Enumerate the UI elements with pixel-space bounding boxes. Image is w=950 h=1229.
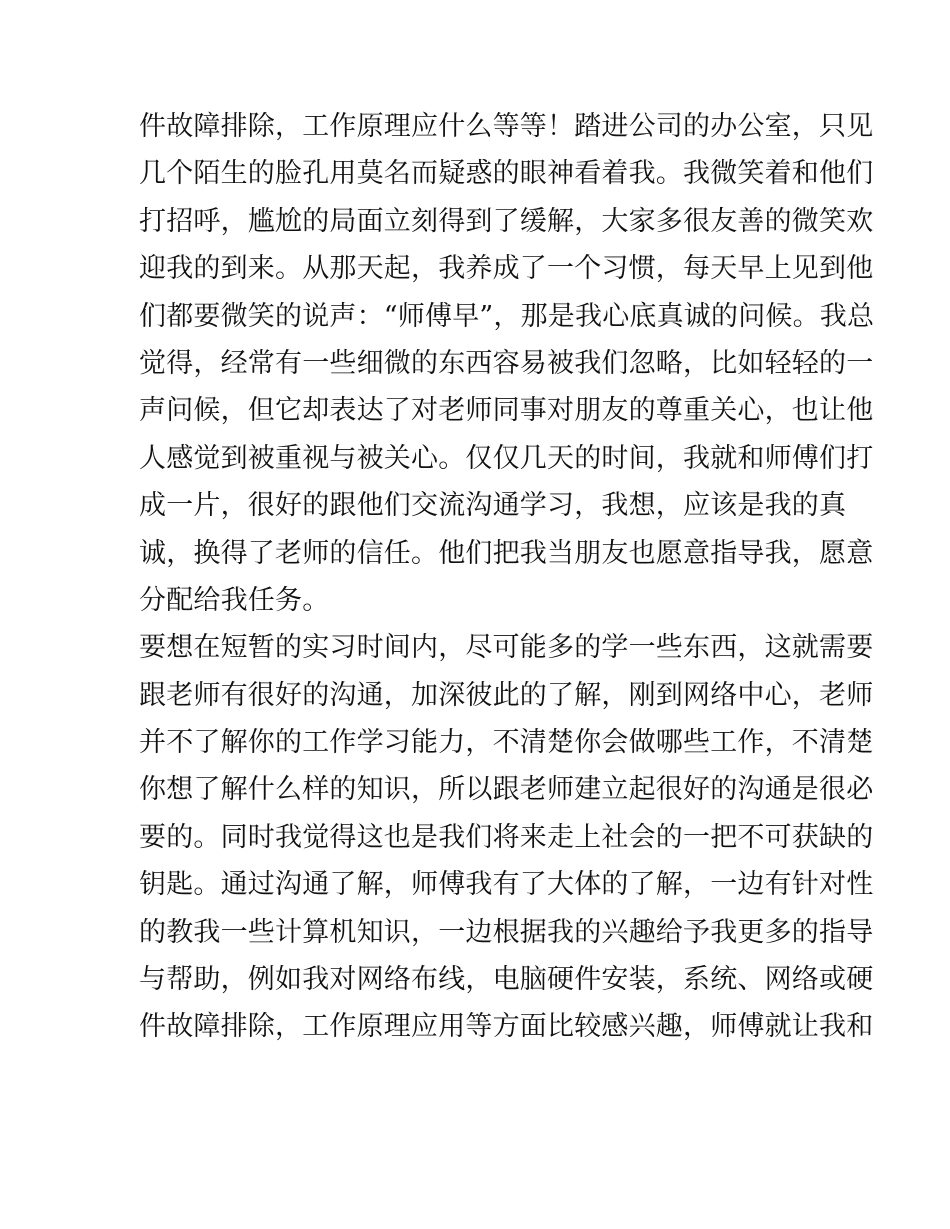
body-text	[139, 107, 875, 1055]
text-line: 件故障排除，工作原理应用等方面比较感兴趣，师傅就让我和	[139, 1011, 874, 1043]
text-line: 人感觉到被重视与被关心。仅仅几天的时间，我就和师傅们打	[139, 442, 874, 474]
text-line: 件故障排除，工作原理应什么等等！踏进公司的办公室，只见	[139, 111, 874, 142]
text-line: 要想在短暂的实习时间内，尽可能多的学一些东西，这就需要	[139, 632, 874, 664]
text-line: 分配给我任务。	[139, 584, 330, 616]
text-line: 跟老师有很好的沟通，加深彼此的了解，刚到网络中心，老师	[139, 679, 874, 711]
text-line: 们都要微笑的说声：“师傅早”，那是我心底真诚的问候。我总	[139, 300, 875, 332]
text-line: 与帮助，例如我对网络布线，电脑硬件安装，系统、网络或硬	[139, 964, 874, 996]
text-line: 打招呼，尴尬的局面立刻得到了缓解，大家多很友善的微笑欢	[139, 205, 874, 237]
text-line: 迎我的到来。从那天起，我养成了一个习惯，每天早上见到他	[139, 253, 874, 285]
text-line: 诚，换得了老师的信任。他们把我当朋友也愿意指导我，愿意	[139, 537, 874, 569]
text-line: 钥匙。通过沟通了解，师傅我有了大体的了解，一边有针对性	[139, 869, 874, 901]
text-line: 并不了解你的工作学习能力，不清楚你会做哪些工作，不清楚	[139, 727, 874, 759]
text-line: 的教我一些计算机知识，一边根据我的兴趣给予我更多的指导	[139, 916, 874, 948]
text-line: 成一片，很好的跟他们交流沟通学习，我想，应该是我的真	[139, 490, 847, 522]
text-line: 你想了解什么样的知识，所以跟老师建立起很好的沟通是很必	[139, 774, 874, 806]
text-line: 几个陌生的脸孔用莫名而疑惑的眼神看着我。我微笑着和他们	[139, 158, 874, 190]
text-line: 要的。同时我觉得这也是我们将来走上社会的一把不可获缺的	[139, 821, 874, 853]
text-line: 声问候，但它却表达了对老师同事对朋友的尊重关心，也让他	[139, 395, 874, 427]
text-line: 觉得，经常有一些细微的东西容易被我们忽略，比如轻轻的一	[139, 347, 874, 379]
